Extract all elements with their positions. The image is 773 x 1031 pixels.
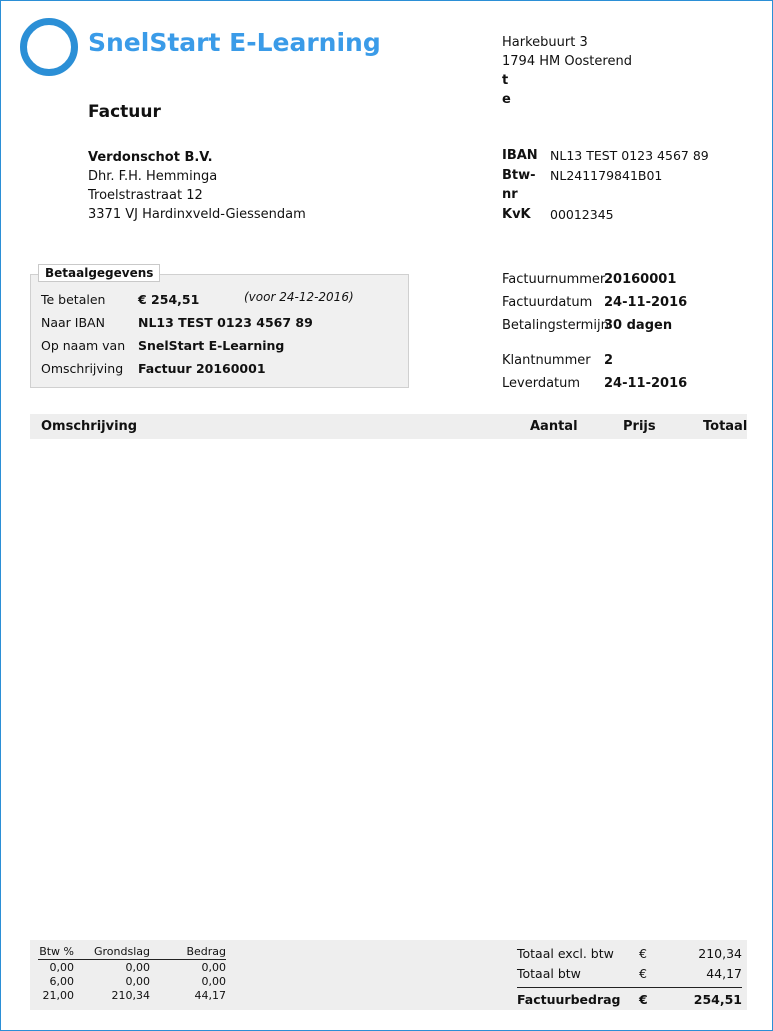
col-total: Totaal	[703, 419, 748, 434]
vat-col-base: Grondslag	[74, 944, 150, 960]
amount-label: Te betalen	[41, 292, 106, 307]
customer-number-label: Klantnummer	[502, 353, 591, 368]
grand-total-value: 254,51	[693, 991, 742, 1007]
invoice-date-value: 24-11-2016	[604, 295, 688, 310]
vat-base: 0,00	[125, 960, 150, 974]
payment-due-note: (voor 24-12-2016)	[244, 290, 354, 304]
vat-amount: 44,17	[194, 988, 226, 1002]
total-excl-label: Totaal excl. btw	[517, 945, 614, 961]
delivery-date-label: Leverdatum	[502, 376, 581, 391]
document-title: Factuur	[88, 102, 161, 122]
iban-value: NL13 TEST 0123 4567 89	[550, 148, 709, 163]
payment-term-value: 30 dagen	[604, 318, 673, 333]
iban-label: IBAN	[502, 148, 538, 163]
vat-row	[38, 988, 226, 1002]
payment-box-label: Betaalgegevens	[38, 264, 160, 282]
vat-rate: 6,00	[49, 974, 74, 988]
kvk-label: KvK	[502, 206, 531, 222]
invoice-meta	[502, 268, 687, 395]
sender-city: 1794 HM Oosterend	[502, 54, 632, 69]
pay-desc-label: Omschrijving	[41, 361, 124, 376]
col-price: Prijs	[623, 419, 656, 434]
recipient-city: 3371 VJ Hardinxveld-Giessendam	[88, 207, 306, 222]
grand-total-label: Factuurbedrag	[517, 991, 621, 1007]
invoice-number-value: 20160001	[604, 272, 677, 287]
vat-col-amount: Bedrag	[150, 944, 226, 960]
col-description: Omschrijving	[41, 419, 138, 434]
vat-number-value: NL241179841B01	[550, 167, 663, 183]
col-quantity: Aantal	[530, 419, 578, 434]
invoice-date-label: Factuurdatum	[502, 295, 593, 310]
vat-summary	[38, 944, 226, 1002]
pay-desc-value: Factuur 20160001	[138, 361, 266, 376]
recipient-street: Troelstrastraat 12	[88, 188, 203, 203]
vat-col-rate: Btw %	[39, 944, 74, 958]
sender-phone-label: t	[502, 73, 509, 88]
vat-amount: 0,00	[201, 960, 226, 974]
total-vat-value: 44,17	[706, 965, 742, 981]
total-vat-currency: €	[639, 965, 647, 981]
invoice-number-label: Factuurnummer	[502, 272, 606, 287]
vat-row	[38, 974, 226, 988]
sender-address	[502, 33, 632, 109]
brand-name: SnelStart E-Learning	[88, 28, 381, 57]
pay-name-label: Op naam van	[41, 338, 126, 353]
sender-street: Harkebuurt 3	[502, 35, 588, 50]
amount-value: € 254,51	[138, 292, 200, 307]
vat-rate: 21,00	[42, 988, 74, 1002]
pay-iban-label: Naar IBAN	[41, 315, 105, 330]
customer-number-value: 2	[604, 353, 614, 368]
payment-term-label: Betalingstermijn	[502, 318, 609, 333]
grand-total-currency: €	[639, 991, 648, 1007]
recipient-address	[88, 148, 306, 224]
pay-name-value: SnelStart E-Learning	[138, 338, 285, 353]
totals	[517, 943, 742, 1010]
vat-rate: 0,00	[49, 960, 74, 974]
vat-amount: 0,00	[201, 974, 226, 988]
recipient-company: Verdonschot B.V.	[88, 150, 213, 165]
vat-row	[38, 960, 226, 975]
brand-logo-icon	[20, 18, 78, 76]
total-excl-value: 210,34	[698, 945, 742, 961]
kvk-value: 00012345	[550, 206, 614, 222]
recipient-contact: Dhr. F.H. Hemminga	[88, 169, 218, 184]
vat-base: 210,34	[111, 988, 150, 1002]
company-info	[502, 146, 709, 224]
vat-number-label: Btw-nr	[502, 167, 536, 202]
vat-base: 0,00	[125, 974, 150, 988]
pay-iban-value: NL13 TEST 0123 4567 89	[138, 315, 313, 330]
delivery-date-value: 24-11-2016	[604, 376, 688, 391]
total-excl-currency: €	[639, 945, 647, 961]
sender-email-label: e	[502, 92, 511, 107]
total-vat-label: Totaal btw	[517, 965, 581, 981]
